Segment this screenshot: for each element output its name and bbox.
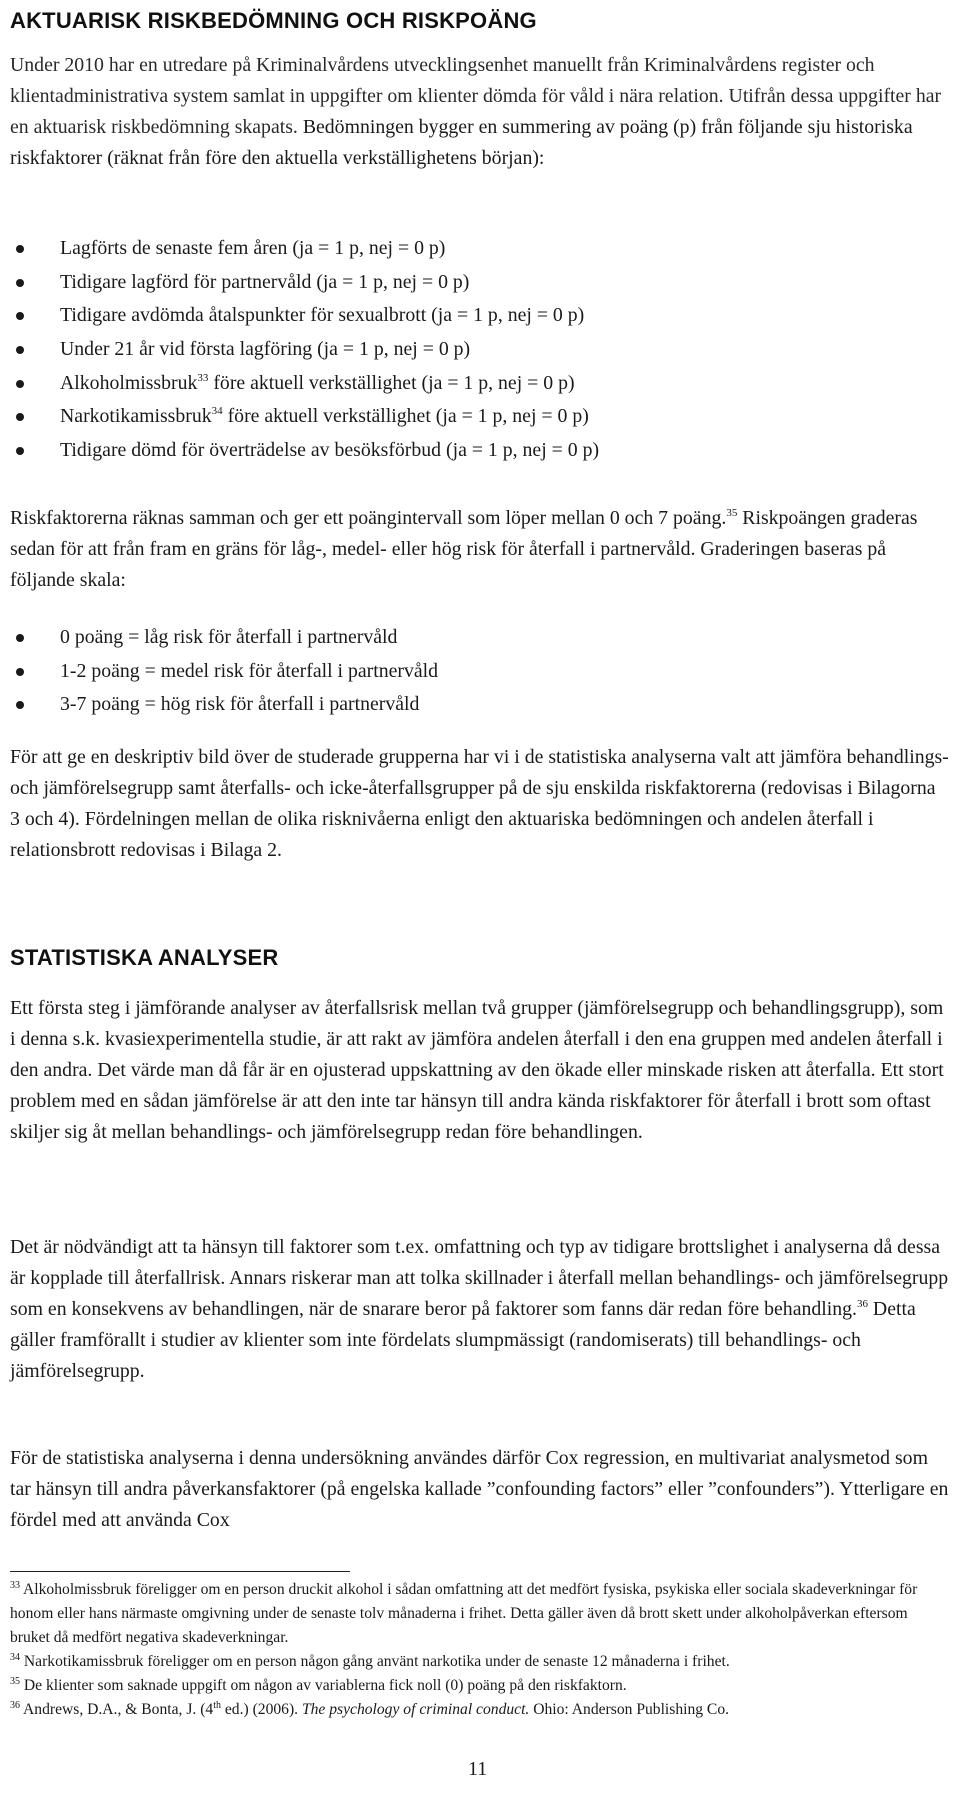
bullet-icon xyxy=(16,447,24,455)
list-item: Lagförts de senaste fem åren (ja = 1 p, nej = 0 p) xyxy=(10,232,910,266)
list-item: Tidigare avdömda åtalspunkter för sexualbrott (ja = 1 p, nej = 0 p) xyxy=(10,299,910,333)
bullet-icon xyxy=(16,346,24,354)
list-item: 1-2 poäng = medel risk för återfall i partnervåld xyxy=(10,655,910,689)
cited-title: The psychology of criminal conduct. xyxy=(301,1701,530,1718)
footnote-34: $^{34}$ Narkotikamissbruk föreligger om en person någon gång använt narkotika under de senaste 12 månaderna i frihet. xyxy=(10,1652,730,1670)
bullet-icon xyxy=(16,245,24,253)
intro-rest-text: Bedömningen bygger en summering av poäng (p) från följande sju historiska riskfaktorer (räknat från före den aktuella verkställighetens början): xyxy=(10,116,913,169)
footnote-divider xyxy=(10,1571,350,1572)
footnote-ref-34[interactable]: 34 xyxy=(211,405,223,418)
stat-paragraph-3: För de statistiska analyserna i denna undersökning användes därför Cox regression, en multivariat analysmetod som tar hänsyn till andra påverkansfaktorer (på engelska kallade ”confounding factors” eller ”confounders”). Ytterligare en fördel med att använda Cox xyxy=(10,1447,949,1531)
list-item: Narkotikamissbruk$^{34}$ före aktuell verkställighet (ja = 1 p, nej = 0 p) xyxy=(10,400,910,434)
footnote-ref-36[interactable]: 36 xyxy=(856,1298,868,1310)
bullet-icon xyxy=(16,668,24,676)
bullet-icon xyxy=(16,701,24,709)
bullet-icon xyxy=(16,279,24,287)
list-item: 0 poäng = låg risk för återfall i partnervåld xyxy=(10,621,910,655)
descriptive-paragraph: För att ge en deskriptiv bild över de studerade grupperna har vi i de statistiska analyserna valt att jämföra behandlings- och jämförelsegrupp samt återfalls- och icke-återfallsgrupper på de sju enskilda riskfaktorerna (redovisas i Bilagorna 3 och 4). Fördelningen mellan de olika risknivåerna enligt den aktuariska bedömningen och andelen återfall i relationsbrott redovisas i Bilaga 2. xyxy=(10,746,949,861)
risk-factor-list xyxy=(10,232,910,468)
section-heading-risk-assessment: AKTUARISK RISKBEDÖMNING OCH RISKPOÄNG xyxy=(10,8,537,33)
bullet-icon xyxy=(16,413,24,421)
footnote-36: $^{36}$ Andrews, D.A., & Bonta, J. (4th ed.) (2006). The psychology of criminal conduct. Ohio: Anderson Publishing Co. xyxy=(10,1700,730,1718)
list-item: 3-7 poäng = hög risk för återfall i partnervåld xyxy=(10,688,910,722)
scoring-paragraph: Riskfaktorerna räknas samman och ger ett poängintervall som löper mellan 0 och 7 poäng.$^{35}$ Riskpoängen graderas sedan för att från fram en gräns för låg-, medel- eller hög risk för återfall i partnervåld. Graderingen baseras på följande skala: xyxy=(10,507,918,591)
list-item: Tidigare lagförd för partnervåld (ja = 1 p, nej = 0 p) xyxy=(10,266,910,300)
stat-paragraph-2: Det är nödvändigt att ta hänsyn till faktorer som t.ex. omfattning och typ av tidigare brottslighet i analyserna då dessa är kopplade till återfallrisk. Annars riskerar man att tolka skillnader i återfall mellan behandlings- och jämförelsegrupp som en konsekvens av behandlingen, när de snarare beror på faktorer som fanns där redan före behandling.$^{36}$ Detta gäller framförallt i studier av klienter som inte fördelats slumpmässigt (randomiserats) till behandlings- och jämförelsegrupp. xyxy=(10,1236,949,1382)
footnotes xyxy=(10,1578,930,1722)
bullet-icon xyxy=(16,634,24,642)
section-heading-statistics: STATISTISKA ANALYSER xyxy=(10,945,279,970)
stat-paragraph-1: Ett första steg i jämförande analyser av återfallsrisk mellan två grupper (jämförelsegrupp och behandlingsgrupp), som i denna s.k. kvasiexperimentella studie, är att rakt av jämföra andelen återfall i den ena gruppen med andelen återfall i den andra. Det värde man då får är en ojusterad uppskattning av den ökade eller minskade risken att återfalla. Ett stort problem med en sådan jämförelse är att den inte tar hänsyn till andra kända riskfaktorer för återfall i brott som oftast skiljer sig åt mellan behandlings- och jämförelsegrupp redan före behandlingen. xyxy=(10,997,944,1143)
footnote-33: $^{33}$ Alkoholmissbruk föreligger om en person druckit alkohol i sådan omfattning att det medfört fysiska, psykiska eller sociala skadeverkningar för honom eller hans närmaste omgivning under de senaste tolv månaderna i frihet. Detta gäller även då brott skett under alkoholpåverkan eftersom bruket då medfört negativa skadeverkningar. xyxy=(10,1580,918,1646)
list-item: Under 21 år vid första lagföring (ja = 1 p, nej = 0 p) xyxy=(10,333,910,367)
bullet-icon xyxy=(16,380,24,388)
intro-lead-text: Under 2010 har en utredare på Kriminalvårdens utvecklingsenhet manuellt från Kriminalvårdens register och klientadministrativa system samlat in uppgifter om klienter dömda för våld i nära relation. Utifrån dessa uppgifter har en aktuarisk riskbedömning skapats. xyxy=(10,54,942,138)
list-item: Alkoholmissbruk$^{33}$ före aktuell verkställighet (ja = 1 p, nej = 0 p) xyxy=(10,367,910,401)
page-number: 11 xyxy=(468,1758,488,1780)
bullet-icon xyxy=(16,312,24,320)
footnote-ref-33[interactable]: 33 xyxy=(197,371,209,384)
intro-paragraph xyxy=(10,50,950,174)
footnote-ref-35[interactable]: 35 xyxy=(726,507,738,519)
risk-scale-list xyxy=(10,621,910,722)
footnote-35: $^{35}$ De klienter som saknade uppgift om någon av variablerna fick noll (0) poäng på den riskfaktorn. xyxy=(10,1676,627,1694)
list-item: Tidigare dömd för överträdelse av besöksförbud (ja = 1 p, nej = 0 p) xyxy=(10,434,910,468)
